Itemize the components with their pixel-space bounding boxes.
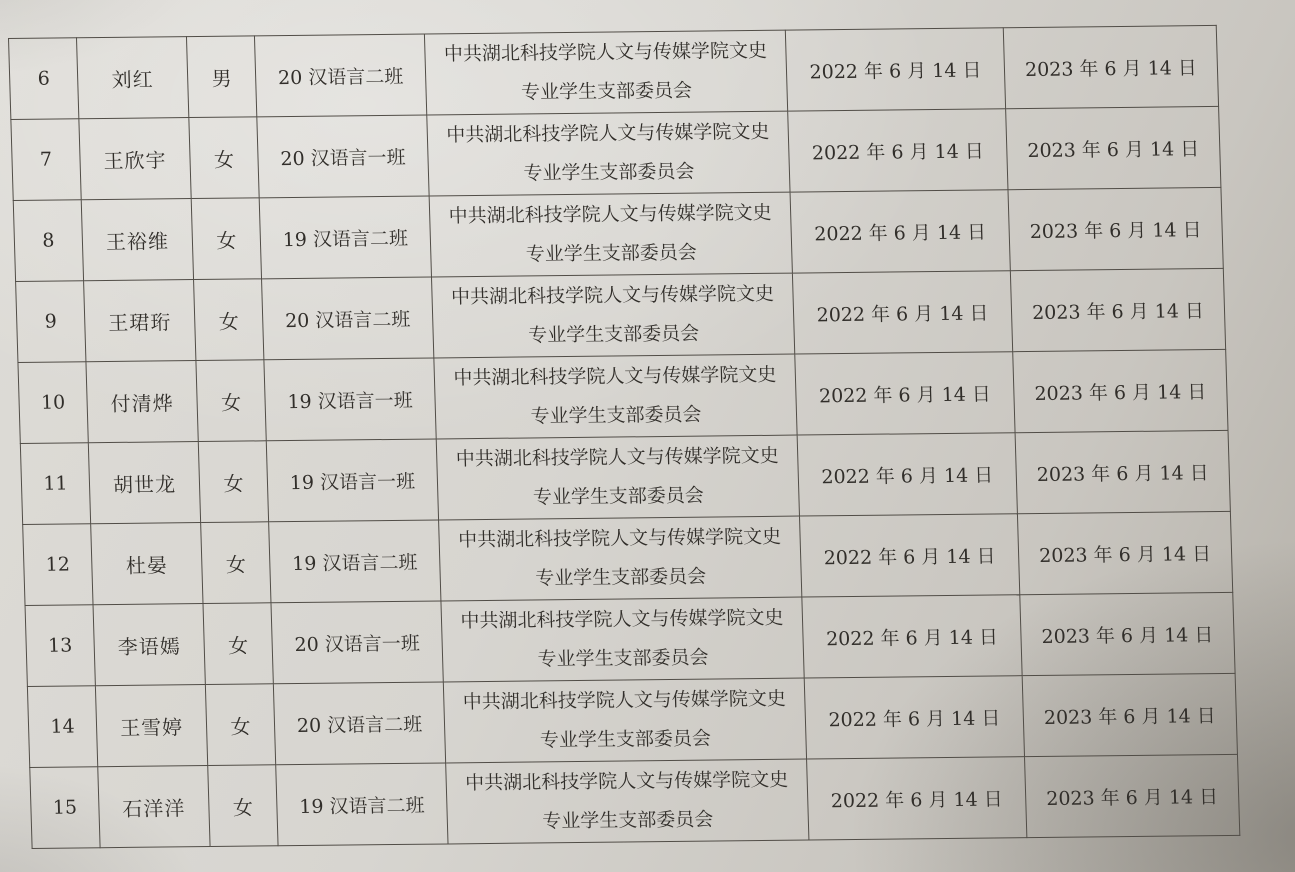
cell-member-name: 王珺珩 [84,280,196,362]
cell-member-name: 刘红 [76,37,188,119]
cell-serial-number: 7 [11,119,81,201]
cell-class: 19 汉语言一班 [266,439,438,522]
table-row [11,106,1221,200]
branch-name-line-2: 专业学生支部委员会 [520,79,693,104]
cell-join-date: 2022 年 6 月 14 日 [795,352,1015,435]
branch-name-line-1: 中共湖北科技学院人文与传媒学院文史 [455,444,780,471]
cell-join-date: 2022 年 6 月 14 日 [802,595,1022,678]
cell-party-branch [434,354,797,439]
cell-gender: 女 [205,684,275,766]
cell-party-branch [446,759,809,844]
cell-serial-number: 6 [9,38,79,120]
cell-join-date: 2022 年 6 月 14 日 [807,757,1027,840]
branch-name-line-2: 专业学生支部委员会 [537,646,709,671]
table-row [27,673,1237,767]
cell-full-member-date: 2023 年 6 月 14 日 [1017,511,1232,594]
branch-name-line-2: 专业学生支部委员会 [532,484,705,509]
cell-full-member-date: 2023 年 6 月 14 日 [1025,754,1240,837]
cell-party-branch [431,273,794,358]
cell-class: 19 汉语言一班 [264,358,436,441]
cell-serial-number: 14 [27,686,97,768]
cell-join-date: 2022 年 6 月 14 日 [792,271,1012,354]
cell-join-date: 2022 年 6 月 14 日 [790,190,1010,273]
cell-serial-number: 12 [23,524,93,606]
table-row [9,25,1219,119]
cell-party-branch [439,516,802,601]
cell-party-branch [441,597,804,682]
cell-full-member-date: 2023 年 6 月 14 日 [1015,430,1230,513]
table-row [20,430,1230,524]
cell-class: 20 汉语言二班 [254,34,426,117]
cell-class: 20 汉语言一班 [271,601,443,684]
branch-name-line-1: 中共湖北科技学院人文与传媒学院文史 [464,768,789,795]
cell-party-branch [427,111,790,196]
table-row [25,592,1235,686]
cell-full-member-date: 2023 年 6 月 14 日 [1008,187,1223,270]
cell-serial-number: 9 [16,281,86,363]
cell-full-member-date: 2023 年 6 月 14 日 [1006,106,1221,189]
cell-party-branch [429,192,792,277]
cell-party-branch [443,678,806,763]
cell-serial-number: 15 [30,767,100,849]
table-row [30,754,1240,848]
branch-name-line-1: 中共湖北科技学院人文与传媒学院文史 [448,201,772,228]
branch-name-line-1: 中共湖北科技学院人文与传媒学院文史 [462,687,787,714]
branch-name-line-1: 中共湖北科技学院人文与传媒学院文史 [450,282,775,309]
table-row [13,187,1223,281]
cell-class: 19 汉语言二班 [259,196,431,279]
branch-name-line-2: 专业学生支部委员会 [539,727,712,752]
branch-name-line-1: 中共湖北科技学院人文与传媒学院文史 [460,606,784,633]
cell-gender: 女 [194,279,264,361]
cell-class: 19 汉语言二班 [269,520,441,603]
cell-class: 20 汉语言一班 [257,115,429,198]
branch-name-line-1: 中共湖北科技学院人文与传媒学院文史 [446,120,770,147]
cell-serial-number: 8 [13,200,83,282]
cell-class: 20 汉语言二班 [273,682,445,765]
cell-gender: 女 [208,765,278,847]
cell-join-date: 2022 年 6 月 14 日 [799,514,1019,597]
table-row [18,349,1228,443]
branch-name-line-1: 中共湖北科技学院人文与传媒学院文史 [457,525,782,552]
cell-member-name: 王裕维 [81,199,193,281]
cell-member-name: 王雪婷 [95,685,207,767]
branch-name-line-2: 专业学生支部委员会 [530,403,702,428]
cell-gender: 女 [189,117,259,199]
cell-member-name: 杜晏 [91,523,203,605]
cell-serial-number: 11 [20,443,90,525]
cell-gender: 女 [203,603,273,685]
cell-serial-number: 13 [25,605,95,687]
cell-full-member-date: 2023 年 6 月 14 日 [1022,673,1237,756]
roster-rows [9,25,1240,848]
cell-gender: 女 [191,198,261,280]
cell-full-member-date: 2023 年 6 月 14 日 [1020,592,1235,675]
table-row [23,511,1233,605]
table-row [16,268,1226,362]
cell-join-date: 2022 年 6 月 14 日 [797,433,1017,516]
branch-name-line-2: 专业学生支部委员会 [527,322,700,347]
cell-join-date: 2022 年 6 月 14 日 [785,28,1005,111]
cell-member-name: 付清烨 [86,361,198,443]
cell-member-name: 石洋洋 [98,766,210,848]
branch-name-line-2: 专业学生支部委员会 [523,160,695,185]
cell-class: 19 汉语言二班 [276,763,448,846]
cell-member-name: 王欣宇 [79,118,191,200]
branch-name-line-1: 中共湖北科技学院人文与传媒学院文史 [453,363,777,390]
cell-gender: 女 [198,441,268,523]
cell-member-name: 胡世龙 [88,442,200,524]
cell-join-date: 2022 年 6 月 14 日 [788,109,1008,192]
cell-gender: 女 [196,360,266,442]
member-roster-table [8,25,1240,849]
cell-party-branch [436,435,799,520]
branch-name-line-2: 专业学生支部委员会 [525,241,698,266]
cell-full-member-date: 2023 年 6 月 14 日 [1003,25,1218,108]
cell-full-member-date: 2023 年 6 月 14 日 [1010,268,1225,351]
cell-join-date: 2022 年 6 月 14 日 [804,676,1024,759]
cell-party-branch [424,30,787,115]
cell-class: 20 汉语言二班 [262,277,434,360]
cell-serial-number: 10 [18,362,88,444]
cell-gender: 女 [201,522,271,604]
cell-member-name: 李语嫣 [93,604,205,686]
branch-name-line-1: 中共湖北科技学院人文与传媒学院文史 [443,39,768,66]
cell-gender: 男 [186,36,256,118]
cell-full-member-date: 2023 年 6 月 14 日 [1013,349,1228,432]
branch-name-line-2: 专业学生支部委员会 [534,565,707,590]
branch-name-line-2: 专业学生支部委员会 [542,808,714,833]
